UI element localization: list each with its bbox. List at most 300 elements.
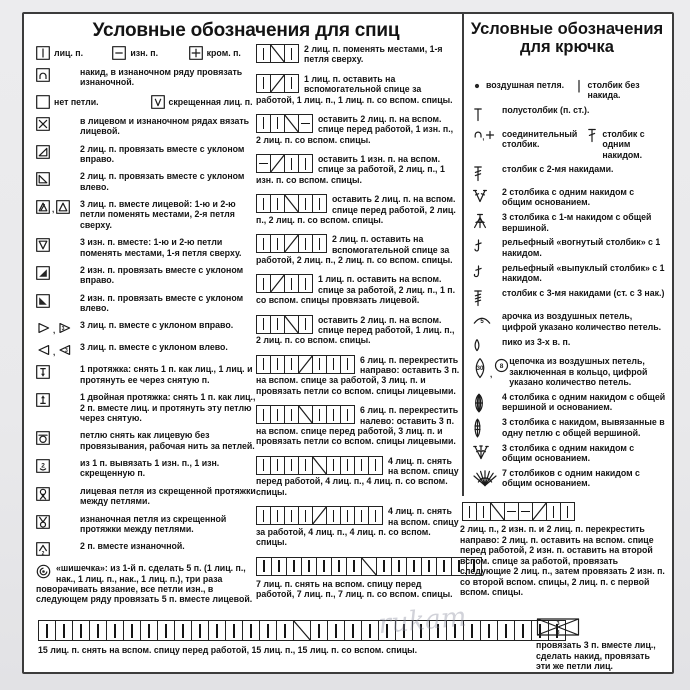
fan7-icon (472, 469, 498, 487)
legend-item (36, 541, 256, 556)
cable-symbol-icon (462, 502, 575, 521)
svg-text:5: 5 (480, 319, 484, 326)
comma-separator: , (52, 204, 55, 214)
cable-cell (89, 621, 106, 640)
legend-item-text: 6 лиц. п. перекрестить налево: оставить 3 п. на вспом. спице перед работой, 3 лиц. п. и провязать петли со вспом. спицы лицевыми. (256, 405, 459, 447)
legend-item (472, 288, 666, 307)
legend-item-text: 1 двойная протяжка: снять 1 п. как лиц., 2 п. вместе лиц. и протянуть эту петлю через снятую. (80, 392, 256, 423)
psso2-icon (36, 393, 50, 407)
symbol-cell (472, 164, 502, 182)
legend-item-text: изн. п. (130, 48, 159, 58)
cable-symbol-icon (256, 506, 383, 525)
legend-item (460, 502, 668, 598)
cable-cell (257, 195, 270, 212)
slst-icon (472, 127, 498, 143)
cable-cell (406, 558, 421, 575)
cable-cell (284, 75, 298, 92)
arr-r-icon (36, 321, 51, 335)
legend-pair-row (472, 78, 666, 101)
cable-cell (284, 275, 298, 292)
knit-icon (36, 46, 50, 60)
cable-cell (312, 235, 326, 252)
cable-symbol-icon (256, 315, 313, 334)
cable-cell (270, 356, 284, 373)
edge-icon (189, 46, 203, 60)
p2tog2-icon (36, 542, 50, 556)
symbol-cell (472, 105, 502, 122)
symbol-cell (36, 541, 80, 556)
symbol-cell (36, 265, 80, 280)
tri-up-h-icon (36, 200, 50, 214)
legend-item-text: 4 лиц. п. снять на вспом. спицу за работой, 4 лиц. п., 4 лиц. п. со вспом. спицы. (256, 506, 459, 548)
legend-item (36, 237, 256, 258)
cable-cell (298, 155, 312, 172)
symbol-cell (36, 430, 80, 445)
hdc-icon (472, 106, 484, 122)
legend-item (36, 95, 142, 109)
cable-cell (490, 503, 504, 520)
legend-item-text: цепочка из воздушных петель, заключенная в кольцо, цифрой указано количество петель. (509, 356, 648, 387)
symbol-cell (36, 116, 80, 131)
tri-dn-icon (36, 238, 50, 252)
fan3-icon (472, 444, 490, 460)
legend-item (472, 417, 666, 438)
cable-cell (140, 621, 157, 640)
legend-item (36, 458, 256, 479)
cable-cell (298, 275, 312, 292)
cable-symbol-icon (256, 194, 327, 213)
legend-item (472, 127, 577, 160)
inc2-icon (36, 459, 50, 473)
legend-item (472, 311, 666, 332)
symbol-cell (472, 417, 502, 438)
legend-item (36, 430, 256, 451)
legend-item-text: рельефный «выпуклый столбик» с 1 накидом. (502, 262, 665, 283)
cable-cell (312, 356, 326, 373)
legend-item-text: 3 столбика с накидом, вывязанные в одну петлю с общей вершиной. (502, 417, 665, 438)
cable-cell (476, 503, 490, 520)
legend-item-text: 1 протяжка: снять 1 п. как лиц., 1 лиц. и протянуть ее через снятую п. (80, 364, 253, 385)
legend-item (36, 67, 256, 88)
cable-cell (560, 503, 574, 520)
cable-cell (257, 75, 270, 92)
legend-pair-row (36, 95, 256, 109)
xx-icon (36, 117, 50, 131)
legend-item (36, 392, 256, 423)
cable-cell (312, 406, 326, 423)
cable-cell (354, 507, 368, 524)
cable-cell (284, 155, 298, 172)
legend-item (36, 486, 256, 507)
cable-cell (270, 406, 284, 423)
cable-cell (312, 457, 326, 474)
legend-item-text: 3 лиц. п. вместе с уклоном влево. (80, 342, 228, 353)
picot-icon (472, 338, 482, 352)
legend-item-text: 2 лиц. п. поменять местами, 1-я петля сверху. (304, 44, 443, 65)
legend-item (472, 263, 666, 284)
symbol-cell (36, 342, 80, 357)
legend-item-text: 3 лиц. п. вместе с уклоном вправо. (80, 320, 234, 331)
cable-cell (286, 558, 301, 575)
legend-item-text: провязать 3 п. вместе лиц., сделать накид, провязать эти же петли лиц. (536, 640, 656, 672)
legend-sheet (22, 12, 674, 674)
cable-cell (55, 621, 72, 640)
legend-item (151, 95, 257, 109)
fpdc-icon (472, 238, 484, 254)
cable-symbol-icon (256, 44, 299, 63)
cl3-icon (472, 418, 483, 438)
cable-cell (257, 45, 270, 62)
svg-text:8: 8 (499, 362, 504, 370)
symbol-cell (472, 237, 502, 254)
legend-item-text: лиц. п. (54, 48, 84, 58)
cable-cell (340, 406, 354, 423)
legend-item (36, 199, 256, 230)
symbol-cell (472, 392, 502, 413)
symbol-cell (36, 364, 80, 379)
legend-item-text: 6 лиц. п. перекрестить направо: оставить 3 п. на вспом. спице за работой, 3 лиц. п. и провязать петли со вспом. спицы лицевыми. (256, 354, 460, 396)
cable-cell (301, 558, 316, 575)
cable-cell (270, 316, 284, 333)
cable-symbol-icon (256, 355, 355, 374)
cable-cell (284, 356, 298, 373)
cable-cell (257, 507, 270, 524)
legend-item-text: столбик с 2-мя накидами. (502, 164, 614, 175)
tri-up-icon (56, 200, 70, 214)
cable-cell (284, 195, 298, 212)
cable-cell (518, 503, 532, 520)
cable-cell (284, 45, 298, 62)
cable-cell (391, 558, 406, 575)
cable-symbol-icon (256, 234, 327, 253)
legend-item-text: рельефный «вогнутый столбик» с 1 накидом. (502, 237, 661, 258)
cable-cell (284, 507, 298, 524)
cable-cell (340, 507, 354, 524)
ptbl-bar-icon (36, 515, 50, 529)
legend-item-text: полустолбик (п. ст.). (502, 105, 590, 116)
cable-symbol-icon (256, 114, 313, 133)
cable-cell (257, 356, 270, 373)
drop30-icon (472, 357, 488, 379)
cable-cell (284, 235, 298, 252)
legend-item-text: 2 лиц. п. провязать вместе с уклоном вправо. (80, 143, 245, 164)
legend-item (36, 265, 256, 286)
legend-item-text: оставить 2 лиц. п. на вспом. спице перед работой, 1 лиц. п., 2 лиц. п. со вспом. спицы. (256, 314, 455, 346)
legend-item (36, 320, 256, 335)
cable-cell (298, 457, 312, 474)
legend-item (36, 342, 256, 357)
legend-item-text: оставить 2 лиц. п. на вспом. спице перед работой, 1 изн. п., 2 лиц. п. со вспом. спицы. (256, 113, 454, 145)
tr2-icon (472, 165, 484, 182)
comma-separator: , (490, 369, 493, 379)
symbol-cell (472, 263, 502, 280)
symbol-cell (36, 199, 80, 214)
cl4-icon (472, 393, 486, 413)
legend-item-text: 1 лиц. п. оставить на вспом. спице за работой, 2 лиц. п., 1 п. со вспом. спицы провязать лицевой. (256, 274, 456, 306)
psso1-icon (36, 365, 50, 379)
cable-cell (361, 621, 378, 640)
legend-item (256, 405, 460, 447)
ring8-icon (494, 357, 509, 373)
legend-item (256, 506, 460, 548)
legend-item (36, 46, 103, 60)
legend-item (36, 144, 256, 165)
cable-cell (395, 621, 412, 640)
cable-symbol-icon (256, 405, 355, 424)
cable-cell (354, 457, 368, 474)
cable-cell (257, 457, 270, 474)
cable-cell (310, 621, 327, 640)
legend-item-text: накид, в изнаночном ряду провязать изнаночной. (80, 67, 243, 88)
legend-item-text: 2 лиц. п. провязать вместе с уклоном влево. (80, 171, 245, 192)
cable-cell (174, 621, 191, 640)
cable-cell (326, 406, 340, 423)
comma-separator: , (53, 325, 56, 335)
crochet-legend-column (472, 78, 666, 489)
tri-rf-icon (36, 266, 50, 280)
ktbl-bar-icon (36, 487, 50, 501)
symbol-cell (472, 311, 502, 326)
legend-item (472, 78, 565, 101)
arr-l3-icon (57, 343, 72, 357)
cable-cell (106, 621, 123, 640)
legend-item-text: оставить 1 изн. п. на вспом. спице за работой, 2 лиц. п., 1 изн. п. со вспом. спицы. (256, 154, 445, 185)
legend-item (574, 78, 667, 101)
crossed-icon (151, 95, 165, 109)
w3top-icon (472, 213, 488, 229)
arc5-icon (472, 312, 492, 326)
legend-item (36, 514, 256, 535)
symbol-cell (472, 187, 502, 203)
cable-cell (39, 621, 55, 640)
cable-cell (257, 406, 270, 423)
legend-item (256, 154, 460, 185)
legend-item-text: 2 лиц. п. оставить на вспомогательной спице за работой, 2 лиц. п., 2 лиц. п. со вспом. спицы. (256, 234, 453, 265)
v2dc-icon (472, 188, 488, 203)
symbol-cell (472, 288, 502, 307)
cable-cell (368, 457, 382, 474)
symbol-cell (36, 320, 80, 335)
tri-r-icon (36, 145, 50, 159)
cable-cell (298, 507, 312, 524)
legend-item (256, 194, 460, 225)
symbol-cell (36, 514, 80, 529)
cable-cell (225, 621, 242, 640)
legend-pair-row (36, 46, 256, 60)
tri-l-icon (36, 172, 50, 186)
legend-item (256, 44, 460, 65)
cable-cell (326, 457, 340, 474)
legend-item (472, 164, 666, 182)
cable-cell (284, 316, 298, 333)
watermark: rukam (377, 601, 468, 641)
cable-symbol-icon (256, 274, 313, 293)
cable-cell (257, 558, 271, 575)
legend-item (36, 563, 256, 605)
cable-cell (259, 621, 276, 640)
cable-cell (276, 621, 293, 640)
legend-item-text: 2 столбика с одним накидом с общим основанием. (502, 186, 635, 208)
cable-cell (257, 115, 270, 132)
cable-cell (270, 235, 284, 252)
purl-icon (112, 46, 126, 60)
cable-cell (361, 558, 376, 575)
legend-item-text: 2 изн. п. провязать вместе с уклоном влево. (80, 292, 244, 313)
svg-text:3: 3 (65, 348, 69, 355)
cable-cell (298, 115, 312, 132)
section-divider (462, 14, 464, 496)
yo-icon (36, 68, 50, 82)
bottom-right-legend-block (460, 502, 668, 672)
cable-cell (346, 558, 361, 575)
cable-symbol-icon (256, 557, 482, 576)
svg-text:3: 3 (556, 630, 560, 637)
cable-cell (257, 275, 270, 292)
legend-item-text: 2 п. вместе изнаночной. (80, 541, 185, 552)
legend-item-text: соединительный столбик. (502, 128, 578, 150)
legend-item-text: из 1 п. вывязать 1 изн. п., 1 изн. скрещенную п. (80, 458, 220, 479)
symbol-cell (472, 443, 502, 460)
legend-item (36, 293, 256, 314)
legend-item-text: 4 лиц. п. снять на вспом. спицу перед работой, 4 лиц. п., 4 лиц. п. со вспом. спицы. (256, 455, 459, 497)
legend-item-text: скрещенная лиц. п. (168, 96, 253, 107)
legend-item (472, 212, 666, 233)
cable-cell (504, 503, 518, 520)
cable-cell (326, 507, 340, 524)
legend-item (112, 46, 179, 60)
svg-text:2: 2 (41, 462, 45, 470)
svg-text:30: 30 (476, 366, 484, 373)
legend-item-text: арочка из воздушных петель, цифрой указано количество петель. (502, 311, 662, 332)
legend-item-text: оставить 2 лиц. п. на вспом. спице перед работой, 2 лиц. п., 2 лиц. п. со вспом. спицы. (256, 194, 456, 225)
cable-cell (270, 155, 284, 172)
symbol-cell (36, 486, 80, 501)
legend-item (472, 337, 666, 352)
svg-text:3: 3 (61, 326, 65, 333)
cable-cell (271, 558, 286, 575)
svg-text:2: 2 (41, 551, 45, 557)
legend-item-text: нет петли. (54, 96, 99, 107)
cable-cell (326, 356, 340, 373)
cable-cell (298, 235, 312, 252)
legend-item-text: 2 изн. п. провязать вместе с уклоном вправо. (80, 264, 244, 286)
legend-item-text: 3 столбика с 1-м накидом с общей вершиной. (502, 212, 652, 233)
legend-item (256, 234, 460, 265)
cable-cell (376, 558, 391, 575)
ch-icon (472, 78, 482, 92)
cable-cell (123, 621, 140, 640)
cable-cell (191, 621, 208, 640)
legend-item (36, 364, 256, 385)
cable-cell (368, 507, 382, 524)
cable-cell (463, 503, 476, 520)
legend-item-text: столбик без накида. (587, 80, 640, 101)
legend-item (36, 171, 256, 192)
legend-item (256, 456, 460, 498)
cable-cell (340, 356, 354, 373)
legend-item (256, 114, 460, 145)
bobble-icon (36, 564, 51, 579)
legend-item (472, 105, 666, 122)
legend-item (189, 46, 256, 60)
cable-cell (242, 621, 259, 640)
cable-cell (72, 621, 89, 640)
cable-cell (298, 356, 312, 373)
cable-cell (312, 195, 326, 212)
legend-item (536, 604, 666, 672)
cable-cell (331, 558, 346, 575)
cable-cell (257, 235, 270, 252)
symbol-cell (36, 564, 51, 579)
cable-cell (412, 621, 429, 640)
cable-cell (316, 558, 331, 575)
legend-pair-row (472, 127, 666, 160)
cable-cell (157, 621, 174, 640)
legend-item (472, 443, 666, 464)
legend-item (256, 74, 460, 105)
symbol-cell (36, 392, 80, 407)
legend-item (256, 315, 460, 346)
symbol-cell (36, 171, 80, 186)
legend-item-text: 7 столбиков с одним накидом с общим основанием. (502, 468, 640, 489)
tri-lf-icon (36, 294, 50, 308)
symbol-cell (36, 67, 80, 82)
legend-item (472, 237, 666, 258)
legend-item-text: 3 лиц. п. вместе лицевой: 1-ю и 2-ю петли поменять местами, 2-я петля сверху. (80, 199, 236, 230)
cable-cell (270, 195, 284, 212)
legend-item (256, 274, 460, 305)
slip-wyib-icon (36, 431, 50, 445)
cable-cell (436, 558, 451, 575)
symbol-cell (472, 356, 509, 379)
cable-cell (284, 406, 298, 423)
legend-item-text: 3 изн. п. вместе: 1-ю и 2-ю петли поменять местами, 1-я петля сверху. (80, 237, 242, 258)
cable-cell (270, 275, 284, 292)
legend-item (586, 127, 666, 160)
legend-item-text: воздушная петля. (486, 80, 565, 90)
sc-icon (574, 78, 584, 94)
arr-l-icon (36, 343, 51, 357)
cable-cell (284, 457, 298, 474)
knitting-legend-column-1 (36, 46, 256, 605)
cable-cell (270, 45, 284, 62)
cable-cell (270, 115, 284, 132)
cable-cell (257, 316, 270, 333)
legend-item-text: петлю снять как лицевую без провязывания, рабочая нить за петлей. (80, 430, 255, 451)
cable-cell (284, 115, 298, 132)
cable-cell (546, 503, 560, 520)
legend-item (472, 392, 666, 413)
cable-cell (312, 507, 326, 524)
legend-item-text: в лицевом и изнаночном рядах вязать лицевой. (80, 115, 250, 137)
legend-item-text: кром. п. (206, 48, 241, 58)
tr3-icon (472, 289, 484, 307)
legend-item-text: столбик с одним накидом. (602, 128, 645, 160)
symbol-cell (36, 293, 80, 308)
arr-r3-icon (57, 321, 72, 335)
dc-icon (586, 127, 598, 143)
cable-symbol-icon (256, 154, 313, 173)
cable-symbol-icon (256, 74, 299, 93)
cable-cell (208, 621, 225, 640)
legend-item-text: 2 лиц. п., 2 изн. п. и 2 лиц. п. перекрестить направо: 2 лиц. п. оставить на вспом. спице перед работой, 2 изн. п. оставить на второй вспом. спице за работой, провязать следующие 2 лиц. п., затем провязать 2 изн. п. со второй вспом. спицы, 2 лиц. п. с первой вспом. спицы. (460, 524, 665, 598)
cable-symbol-icon (256, 456, 383, 475)
cable-cell (270, 457, 284, 474)
cable-cell (327, 621, 344, 640)
knitting-legend-column-2 (256, 44, 460, 599)
legend-item-text: 7 лиц. п. снять на вспом. спицу перед работой, 7 лиц. п., 7 лиц. п. со вспом. спицы. (256, 578, 453, 599)
crochet-section-title: Условные обозначения для крючка (470, 20, 664, 57)
